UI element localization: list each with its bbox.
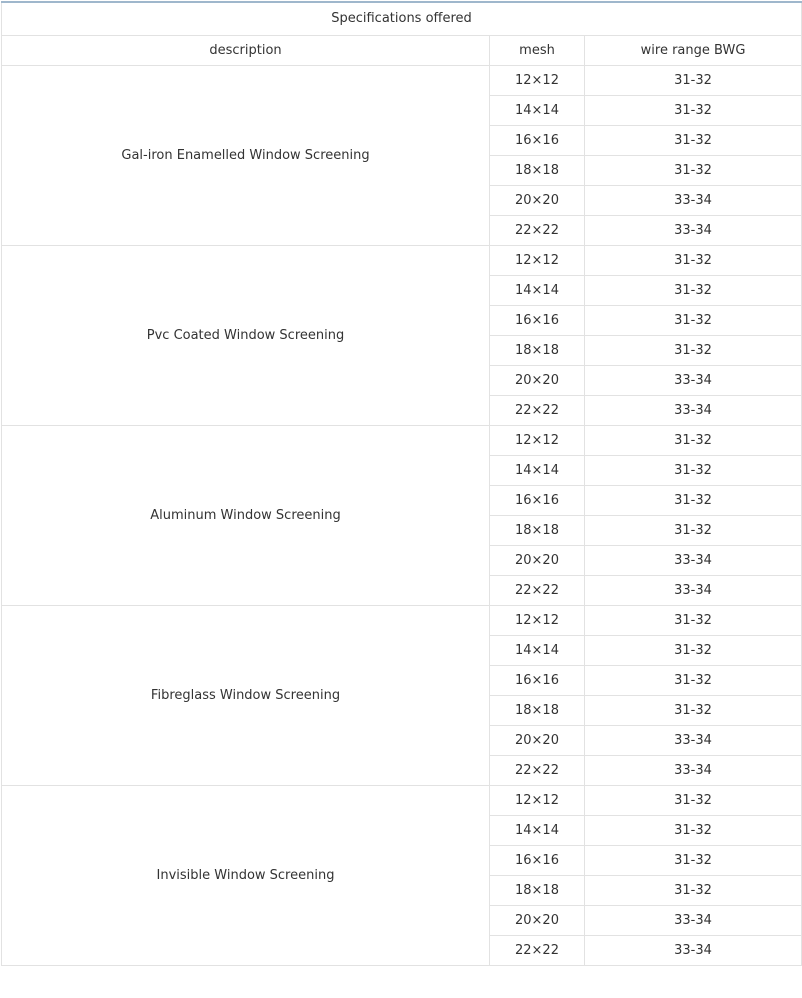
table-row <box>2 785 802 815</box>
wire-range-cell: 31-32 <box>585 815 802 845</box>
column-header-wire-range: wire range BWG <box>585 35 802 65</box>
mesh-cell: 12×12 <box>490 425 585 455</box>
mesh-cell: 16×16 <box>490 305 585 335</box>
mesh-cell: 20×20 <box>490 905 585 935</box>
table-caption: Specifications offered <box>2 2 802 35</box>
wire-range-cell: 31-32 <box>585 695 802 725</box>
mesh-cell: 18×18 <box>490 875 585 905</box>
description-cell: Gal-iron Enamelled Window Screening <box>2 65 490 245</box>
mesh-cell: 14×14 <box>490 275 585 305</box>
mesh-cell: 16×16 <box>490 485 585 515</box>
mesh-cell: 20×20 <box>490 185 585 215</box>
wire-range-cell: 31-32 <box>585 455 802 485</box>
wire-range-cell: 33-34 <box>585 725 802 755</box>
wire-range-cell: 31-32 <box>585 845 802 875</box>
description-cell: Fibreglass Window Screening <box>2 605 490 785</box>
mesh-cell: 14×14 <box>490 635 585 665</box>
description-cell: Pvc Coated Window Screening <box>2 245 490 425</box>
wire-range-cell: 33-34 <box>585 545 802 575</box>
wire-range-cell: 31-32 <box>585 635 802 665</box>
wire-range-cell: 31-32 <box>585 485 802 515</box>
table-row <box>2 425 802 455</box>
wire-range-cell: 31-32 <box>585 155 802 185</box>
mesh-cell: 12×12 <box>490 245 585 275</box>
table-body <box>2 2 802 965</box>
specifications-table <box>1 1 802 966</box>
wire-range-cell: 31-32 <box>585 65 802 95</box>
wire-range-cell: 33-34 <box>585 575 802 605</box>
mesh-cell: 16×16 <box>490 125 585 155</box>
mesh-cell: 20×20 <box>490 365 585 395</box>
wire-range-cell: 31-32 <box>585 665 802 695</box>
mesh-cell: 18×18 <box>490 335 585 365</box>
wire-range-cell: 33-34 <box>585 395 802 425</box>
wire-range-cell: 33-34 <box>585 935 802 965</box>
column-header-description: description <box>2 35 490 65</box>
mesh-cell: 22×22 <box>490 575 585 605</box>
wire-range-cell: 33-34 <box>585 365 802 395</box>
description-cell: Invisible Window Screening <box>2 785 490 965</box>
wire-range-cell: 33-34 <box>585 185 802 215</box>
mesh-cell: 22×22 <box>490 395 585 425</box>
description-cell: Aluminum Window Screening <box>2 425 490 605</box>
mesh-cell: 12×12 <box>490 65 585 95</box>
wire-range-cell: 31-32 <box>585 245 802 275</box>
mesh-cell: 18×18 <box>490 155 585 185</box>
mesh-cell: 20×20 <box>490 725 585 755</box>
table-row <box>2 605 802 635</box>
wire-range-cell: 31-32 <box>585 95 802 125</box>
wire-range-cell: 31-32 <box>585 305 802 335</box>
wire-range-cell: 33-34 <box>585 905 802 935</box>
mesh-cell: 14×14 <box>490 455 585 485</box>
mesh-cell: 14×14 <box>490 95 585 125</box>
header-row <box>2 35 802 65</box>
mesh-cell: 18×18 <box>490 515 585 545</box>
mesh-cell: 16×16 <box>490 845 585 875</box>
wire-range-cell: 31-32 <box>585 125 802 155</box>
wire-range-cell: 31-32 <box>585 335 802 365</box>
mesh-cell: 14×14 <box>490 815 585 845</box>
wire-range-cell: 31-32 <box>585 875 802 905</box>
caption-row <box>2 2 802 35</box>
table-row <box>2 65 802 95</box>
mesh-cell: 22×22 <box>490 755 585 785</box>
mesh-cell: 18×18 <box>490 695 585 725</box>
mesh-cell: 20×20 <box>490 545 585 575</box>
mesh-cell: 16×16 <box>490 665 585 695</box>
mesh-cell: 22×22 <box>490 935 585 965</box>
wire-range-cell: 31-32 <box>585 515 802 545</box>
wire-range-cell: 33-34 <box>585 215 802 245</box>
wire-range-cell: 31-32 <box>585 425 802 455</box>
table-row <box>2 245 802 275</box>
mesh-cell: 12×12 <box>490 785 585 815</box>
wire-range-cell: 31-32 <box>585 275 802 305</box>
mesh-cell: 12×12 <box>490 605 585 635</box>
wire-range-cell: 31-32 <box>585 605 802 635</box>
mesh-cell: 22×22 <box>490 215 585 245</box>
column-header-mesh: mesh <box>490 35 585 65</box>
wire-range-cell: 31-32 <box>585 785 802 815</box>
wire-range-cell: 33-34 <box>585 755 802 785</box>
